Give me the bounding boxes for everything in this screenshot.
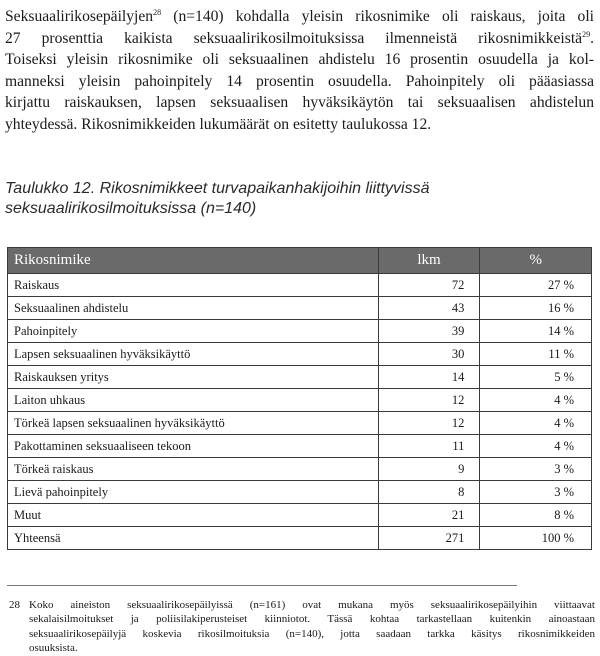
cell-offense: Törkeä lapsen seksuaalinen hyväksikäyttö [8, 412, 379, 435]
table-row [8, 343, 592, 366]
cell-offense: Pakottaminen seksuaaliseen tekoon [8, 435, 379, 458]
cell-count: 21 [378, 504, 480, 527]
table-row [8, 458, 592, 481]
cell-offense: Pahoinpitely [8, 320, 379, 343]
table-row [8, 412, 592, 435]
cell-count: 72 [378, 274, 480, 297]
table-row [8, 274, 592, 297]
footnote-ref-29: 29 [582, 29, 591, 39]
cell-count: 12 [378, 412, 480, 435]
cell-offense: Lievä pahoinpitely [8, 481, 379, 504]
header-offense: Rikosnimike [8, 248, 379, 274]
paragraph-line: Toiseksi yleisin rikosnimike oli seksuaalinen ahdistelu 16 prosentin osuudella ja kol- [5, 51, 594, 69]
cell-offense: Yhteensä [8, 527, 379, 550]
cell-offense: Lapsen seksuaalinen hyväksikäyttö [8, 343, 379, 366]
footnote-line: Koko aineiston seksuaalirikosepäilyissä (n=161) ovat mukana myös seksuaalirikosepäilyihin viittaavat [29, 599, 595, 611]
caption-line: seksuaalirikosilmoituksissa (n=140) [5, 200, 257, 217]
table-row [8, 481, 592, 504]
cell-percent: 11 % [480, 343, 592, 366]
paragraph-text: (n=140) kohdalla yleisin rikosnimike oli raiskaus, joita oli [161, 8, 594, 25]
table-row [8, 504, 592, 527]
table-row [8, 297, 592, 320]
cell-offense: Raiskaus [8, 274, 379, 297]
cell-offense: Raiskauksen yritys [8, 366, 379, 389]
caption-line: Taulukko 12. Rikosnimikkeet turvapaikanhakijoihin liittyvissä [5, 180, 430, 197]
cell-offense: Seksuaalinen ahdistelu [8, 297, 379, 320]
footnote-divider [7, 585, 517, 586]
footnote-number: 28 [9, 599, 20, 611]
cell-count: 14 [378, 366, 480, 389]
header-percent: % [480, 248, 592, 274]
cell-offense: Muut [8, 504, 379, 527]
cell-percent: 16 % [480, 297, 592, 320]
paragraph-line [5, 6, 594, 28]
cell-count: 30 [378, 343, 480, 366]
cell-percent: 3 % [480, 458, 592, 481]
cell-offense: Törkeä raiskaus [8, 458, 379, 481]
paragraph-text: . [590, 29, 594, 47]
cell-percent: 8 % [480, 504, 592, 527]
cell-count: 9 [378, 458, 480, 481]
cell-percent: 4 % [480, 412, 592, 435]
cell-count: 271 [378, 527, 480, 550]
paragraph-line: yhteydessä. Rikosnimikkeiden lukumäärät on esitetty taulukossa 12. [5, 115, 432, 133]
paragraph-line: manneksi yleisin pahoinpitely 14 prosentin osuudella. Pahoinpitely oli pääasiassa [5, 72, 594, 90]
cell-count: 39 [378, 320, 480, 343]
paragraph-text: 27 prosenttia kaikista seksuaalirikosilmoituksissa ilmenneistä rikosnimikkeistä [5, 29, 583, 47]
cell-percent: 14 % [480, 320, 592, 343]
footnote-line: sekalaisilmoitukset ja poliisilakiperusteiset kiinniotot. Tässä kohtaa tarkastellaan kuitenkin ainoastaan [29, 613, 595, 626]
cell-percent: 4 % [480, 389, 592, 412]
cell-percent: 3 % [480, 481, 592, 504]
cell-percent: 100 % [480, 527, 592, 550]
cell-percent: 27 % [480, 274, 592, 297]
paragraph-line: kirjattu raiskauksen, lapsen seksuaalisen hyväksikäytön tai seksuaalisen ahdistelun [5, 94, 594, 112]
paragraph-line [5, 28, 594, 50]
cell-percent: 4 % [480, 435, 592, 458]
table-row [8, 389, 592, 412]
table-row [8, 366, 592, 389]
table-total-row [8, 527, 592, 550]
footnote-ref-28: 28 [153, 8, 162, 17]
footnote-text [29, 598, 595, 655]
table-row [8, 320, 592, 343]
footnote-line: seksuaalirikosepäilyjä koskevia rikosilmoituksia (n=140), jotta saadaan tarkka käsitys rikosnimikkeiden [29, 627, 595, 640]
cell-count: 8 [378, 481, 480, 504]
cell-count: 12 [378, 389, 480, 412]
cell-count: 11 [378, 435, 480, 458]
header-count: lkm [378, 248, 480, 274]
table-header-row [8, 248, 592, 274]
table-caption [5, 179, 595, 219]
footnote-line: osuuksista. [29, 641, 78, 654]
cell-count: 43 [378, 297, 480, 320]
paragraph-text: Seksuaalirikosepäilyjen [5, 8, 154, 25]
offense-table [7, 247, 592, 550]
cell-percent: 5 % [480, 366, 592, 389]
cell-offense: Laiton uhkaus [8, 389, 379, 412]
table-row [8, 435, 592, 458]
body-paragraph [5, 6, 594, 136]
